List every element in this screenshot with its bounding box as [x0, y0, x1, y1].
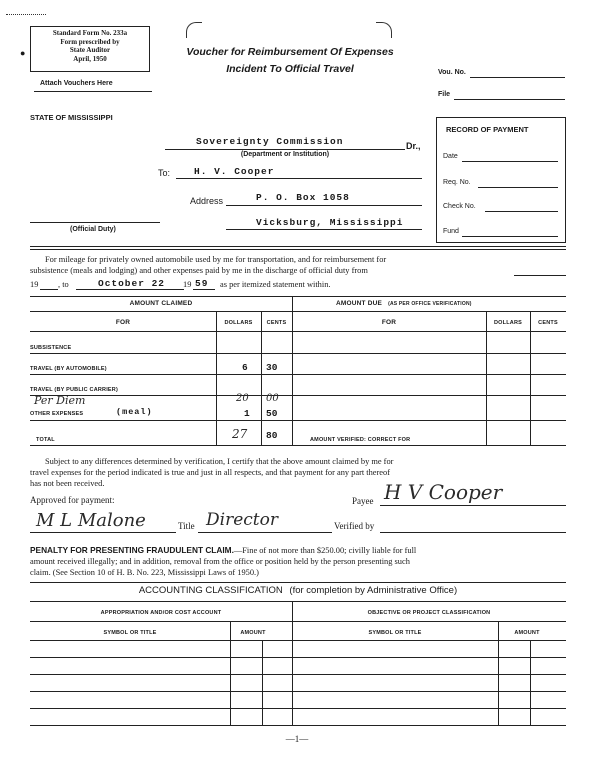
record-fund-line — [462, 236, 558, 237]
record-date-label: Date — [443, 153, 458, 160]
accounting-row-4 — [30, 691, 566, 692]
form-number: Standard Form No. 233a — [52, 29, 128, 37]
row-subsistence-label: SUBSISTENCE — [30, 345, 72, 351]
address-label: Address — [190, 196, 224, 206]
penalty-paragraph — [30, 545, 570, 578]
accounting-rule-top — [30, 582, 566, 583]
per-diem-cents: 00 — [266, 393, 279, 404]
attach-underline — [34, 91, 152, 92]
year2-value: 59 — [195, 278, 209, 289]
row-auto-label: TRAVEL (BY AUTOMOBILE) — [30, 366, 107, 372]
right-amount-inner-divider — [530, 640, 531, 726]
title-line-1: Voucher for Reimbursement Of Expenses — [186, 46, 394, 58]
binding-dot: ● — [20, 48, 26, 58]
double-rule-bottom — [30, 249, 566, 250]
double-rule-top — [30, 246, 566, 247]
penalty-line-3: claim. (See Section 10 of H. B. No. 223, Mississippi Laws of 1950.) — [30, 568, 259, 577]
year-prefix: 19 — [30, 280, 39, 289]
accounting-heading: ACCOUNTING CLASSIFICATION — [138, 585, 283, 596]
statement-suffix: as per itemized statement within. — [220, 280, 331, 289]
payee-name-line — [176, 178, 422, 179]
address-line-2: Vicksburg, Mississippi — [256, 217, 404, 228]
right-col-cents: CENTS — [538, 320, 558, 326]
row-rule-1 — [30, 353, 566, 354]
accounting-row-1 — [30, 640, 566, 641]
row-auto-dollars: 6 — [242, 362, 248, 373]
approver-line — [30, 532, 176, 533]
address-line-1-rule — [226, 205, 422, 206]
record-fund-label: Fund — [443, 228, 459, 235]
approved-label: Approved for payment: — [30, 495, 115, 505]
amount-verified-label: AMOUNT VERIFIED: CORRECT FOR — [310, 437, 411, 443]
record-title: RECORD OF PAYMENT — [446, 125, 529, 134]
total-label: TOTAL — [36, 437, 55, 443]
left-symbol-col: SYMBOL OR TITLE — [103, 630, 157, 636]
left-col-for: FOR — [115, 319, 131, 326]
penalty-line-2: amount received illegally; and in addition, removal from the office or position held by the person presenting such — [30, 557, 410, 566]
department-line — [165, 149, 405, 150]
accounting-heading-row — [30, 585, 566, 596]
row-rule-3 — [30, 395, 566, 396]
accounting-row-5 — [30, 708, 566, 709]
to-date-line — [76, 289, 184, 290]
punch-hole-right — [376, 22, 392, 38]
voucher-title — [170, 44, 410, 78]
row-auto-cents: 30 — [266, 362, 278, 373]
form-auditor: State Auditor — [69, 46, 111, 55]
certify-line-1: Subject to any differences determined by verification, I certify that the above amount claimed by me for — [45, 457, 394, 466]
year-blank — [40, 289, 58, 290]
left-cents-divider — [261, 311, 262, 446]
row-other-note: (meal) — [116, 407, 153, 417]
amount-due-label: AMOUNT DUE — [336, 300, 383, 307]
payee-line — [380, 505, 566, 506]
department-caption: (Department or Institution) — [240, 151, 330, 158]
title-label: Title — [178, 521, 195, 531]
record-check-line — [485, 211, 558, 212]
right-col-dollars: DOLLARS — [494, 320, 522, 326]
payee-label: Payee — [352, 496, 374, 506]
left-col-dollars: DOLLARS — [224, 320, 253, 326]
file-label: File — [438, 91, 451, 98]
certify-line-2: travel expenses for the period indicated is true and just in all respects, and that payment for any part thereof — [30, 468, 390, 477]
payee-name-value: H. V. Cooper — [194, 166, 275, 177]
form-info-text — [30, 29, 150, 63]
vou-no-label: Vou. No. — [438, 69, 466, 76]
department-value: Sovereignty Commission — [196, 136, 344, 147]
verified-label: Verified by — [334, 521, 375, 531]
left-amount-inner-divider — [262, 640, 263, 726]
row-carrier-label: TRAVEL (BY PUBLIC CARRIER) — [30, 387, 119, 393]
accounting-heading-note: (for completion by Administrative Office) — [289, 585, 458, 596]
statement-line-2: subsistence (meals and lodging) and other expenses paid by me in the discharge of official duty from — [30, 266, 368, 275]
form-prescribed: Form prescribed by — [60, 37, 120, 46]
to-connector: , to — [58, 280, 69, 289]
left-amount-col: AMOUNT — [240, 630, 266, 636]
statement-line-1: For mileage for privately owned automobile used by me for transportation, and for reimbursement for — [45, 255, 387, 264]
row-other-label: OTHER EXPENSES — [30, 411, 84, 417]
page-number: —1— — [285, 734, 309, 744]
punch-hole-left — [186, 22, 202, 38]
row-other-dollars: 1 — [244, 408, 250, 419]
amount-due-note: (AS PER OFFICE VERIFICATION) — [388, 301, 472, 307]
right-symbol-col: SYMBOL OR TITLE — [368, 630, 422, 636]
corner-mark — [6, 14, 46, 17]
right-amount-col: AMOUNT — [514, 630, 540, 636]
row-rule-2 — [30, 374, 566, 375]
official-duty-caption: (Official Duty) — [70, 226, 116, 233]
year2-line — [193, 289, 215, 290]
title-signature: Director — [206, 510, 278, 530]
address-line-1: P. O. Box 1058 — [256, 192, 350, 203]
per-diem-handwritten: Per Diem — [34, 394, 86, 407]
amount-claimed-header: AMOUNT CLAIMED — [129, 300, 193, 307]
state-label: STATE OF MISSISSIPPI — [30, 113, 113, 122]
objective-header: OBJECTIVE OR PROJECT CLASSIFICATION — [367, 610, 491, 616]
from-line — [514, 275, 566, 276]
year2-prefix: 19 — [183, 280, 192, 289]
penalty-line-1: —Fine of not more than $250.00; civilly liable for full — [233, 546, 417, 555]
total-cents: 80 — [266, 430, 278, 441]
title-line-2: Incident To Official Travel — [226, 63, 354, 75]
dr-label: Dr., — [406, 141, 421, 151]
total-dollars: 27 — [232, 427, 248, 441]
file-line — [454, 99, 565, 100]
right-cents-divider — [530, 311, 531, 446]
accounting-row-3 — [30, 674, 566, 675]
left-dollars-divider — [216, 311, 217, 446]
vou-no-line — [470, 77, 565, 78]
right-col-for: FOR — [381, 319, 397, 326]
accounting-row-2 — [30, 657, 566, 658]
appropriation-header: APPROPRIATION AND/OR COST ACCOUNT — [100, 610, 222, 616]
right-dollars-divider — [486, 311, 487, 446]
left-col-cents: CENTS — [266, 320, 287, 326]
form-date: April, 1950 — [73, 54, 107, 63]
title-line — [198, 532, 332, 533]
row-rule-4 — [30, 420, 566, 421]
address-line-2-rule — [226, 229, 422, 230]
penalty-heading: PENALTY FOR PRESENTING FRAUDULENT CLAIM. — [30, 545, 234, 555]
record-date-line — [462, 161, 558, 162]
per-diem-dollars: 20 — [236, 393, 249, 404]
to-date-value: October 22 — [98, 278, 166, 289]
amount-due-header — [336, 300, 472, 307]
record-req-label: Req. No. — [443, 179, 471, 186]
record-req-line — [478, 187, 558, 188]
to-label: To: — [158, 168, 171, 178]
payee-signature: H V Cooper — [384, 480, 503, 504]
approver-signature: M L Malone — [36, 510, 146, 531]
official-duty-line — [30, 222, 160, 223]
attach-vouchers: Attach Vouchers Here — [40, 80, 113, 87]
verified-line — [380, 532, 566, 533]
row-other-cents: 50 — [266, 408, 278, 419]
record-check-label: Check No. — [443, 203, 476, 210]
certify-line-3: has not been received. — [30, 479, 105, 488]
accounting-header-rule — [30, 621, 566, 622]
